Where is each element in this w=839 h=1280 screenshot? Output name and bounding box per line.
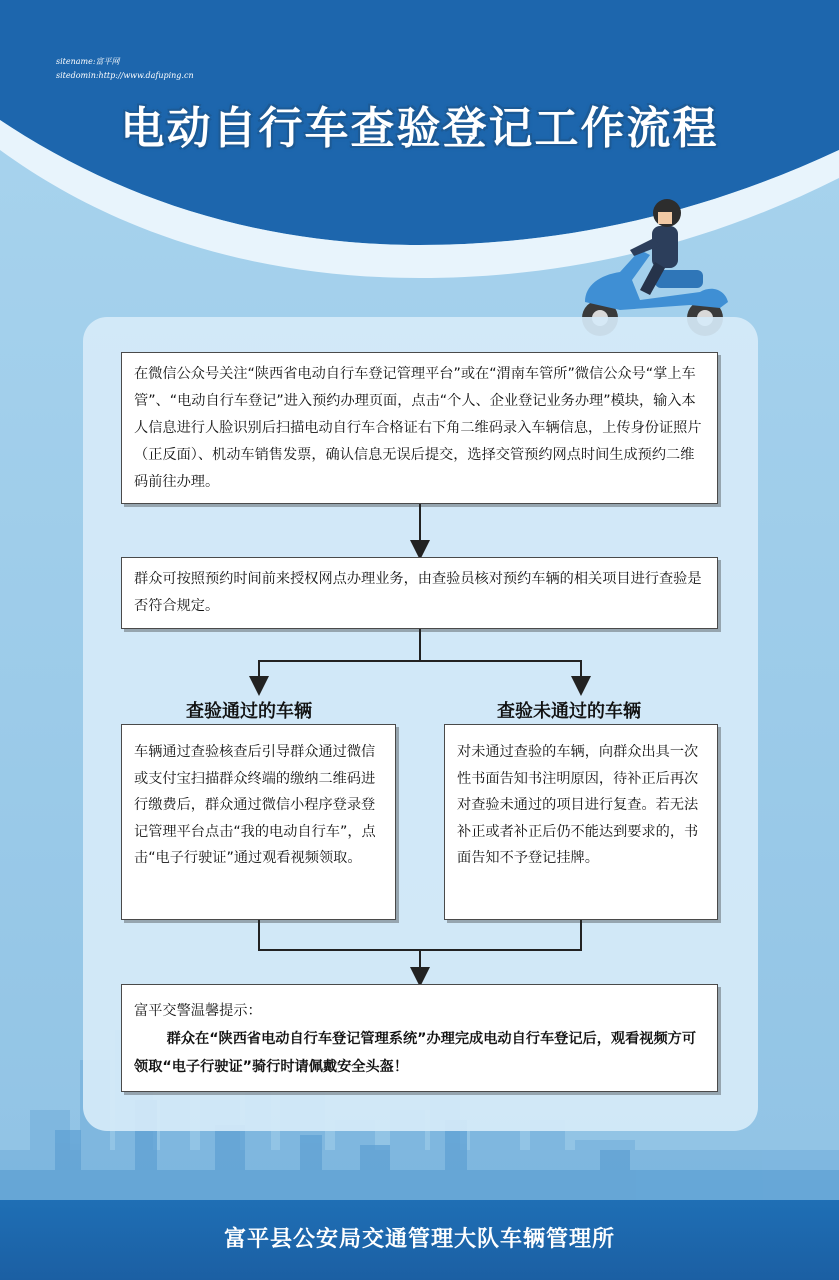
tip-heading: 富平交警温馨提示： xyxy=(134,1003,262,1019)
step2-box xyxy=(121,557,718,629)
fail-text: 对未通过查验的车辆，向群众出具一次性书面告知书注明原因，待补正后再次对查验未通过的项目进行复查。若无法补正或者补正后仍不能达到要求的，书面告知不予登记挂牌。 xyxy=(457,744,699,866)
page-title: 电动自行车查验登记工作流程 xyxy=(120,103,719,154)
fail-branch-title: 查验未通过的车辆 xyxy=(497,701,641,722)
connector-merge xyxy=(259,920,581,950)
step2-text: 群众可按照预约时间前来授权网点办理业务，由查验员核对预约车辆的相关项目进行查验是否符合规定。 xyxy=(134,571,702,614)
pass-text: 车辆通过查验核查后引导群众通过微信或支付宝扫描群众终端的缴纳二维码进行缴费后，群众通过微信小程序登录登记管理平台点击“我的电动自行车”，点击“电子行驶证”通过观看视频领取。 xyxy=(134,744,376,866)
connector-branches xyxy=(259,661,581,685)
tip-box xyxy=(121,984,718,1092)
site-domain: sitedomin:http://www.dafuping.cn xyxy=(56,71,194,80)
pass-branch-title: 查验通过的车辆 xyxy=(186,701,312,722)
step1-box xyxy=(121,352,718,504)
step1-text: 在微信公众号关注“陕西省电动自行车登记管理平台”或在“渭南车管所”微信公众号“掌上车管”、“电动自行车登记”进入预约办理页面，点击“个人、企业登记业务办理”模块，输入本人信息进行人脸识别后扫描电动自行车合格证右下角二维码录入车辆信息，上传身份证照片（正反面）、机动车销售发票，确认信息无误后提交，选择交管预约网点时间生成预约二维码前往办理。 xyxy=(134,366,702,490)
fail-box xyxy=(444,724,718,920)
pass-box xyxy=(121,724,396,920)
footer-text: 富平县公安局交通管理大队车辆管理所 xyxy=(223,1227,615,1252)
site-name: sitename:富平网 xyxy=(56,57,120,66)
tip-body: 群众在“陕西省电动自行车登记管理系统”办理完成电动自行车登记后，观看视频方可领取“电子行驶证”骑行时请佩戴安全头盔！ xyxy=(134,1031,697,1075)
